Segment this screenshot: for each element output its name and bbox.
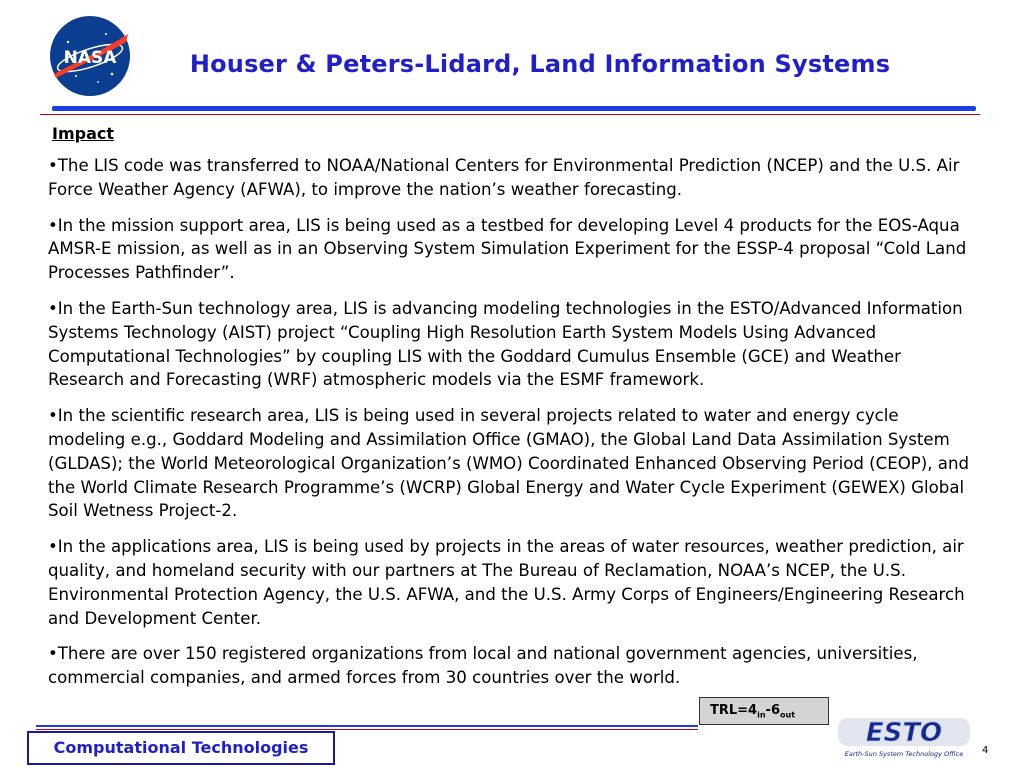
trl-sub-in: in [757, 710, 766, 720]
trl-mid: -6 [765, 703, 780, 718]
esto-tagline: Earth-Sun System Technology Office [844, 750, 964, 758]
trl-badge [699, 697, 829, 725]
section-heading: Impact [52, 124, 115, 143]
page-number: 4 [982, 745, 989, 756]
bullet-item: •In the applications area, LIS is being used by projects in the areas of water resources, weather prediction, air quality, and homeland security with our partners at The Bureau of Reclamation, NOAA’s NCEP, the U.S. Environmental Protection Agency, the U.S. AFWA, and the U.S. Army Corps of Engineers/Engineering Research and Development Center. [48, 537, 965, 628]
nasa-logo [46, 12, 134, 100]
esto-logo [836, 712, 976, 762]
page-title: Houser & Peters-Lidard, Land Information Systems [189, 50, 891, 78]
bullet-item: •In the scientific research area, LIS is being used in several projects related to water and energy cycle modeling e.g., Goddard Modeling and Assimilation Office (GMAO), the Global Land Data Assimilation System (GLDAS); the World Meteorological Organization’s (WMO) Coordinated Enhanced Observing Period (CEOP), and the World Climate Research Programme’s (WCRP) Global Energy and Water Cycle Experiment (GEWEX) Global Soil Wetness Project-2. [48, 406, 970, 521]
bullet-item: •In the mission support area, LIS is being used as a testbed for developing Level 4 products for the EOS-Aqua AMSR-E mission, as well as in an Observing System Simulation Experiment for the ESSP-4 proposal “Cold Land Processes Pathfinder”. [48, 215, 967, 283]
footer-divider [36, 725, 698, 727]
trl-prefix: TRL=4 [710, 703, 758, 718]
footer-label: Computational Technologies [27, 731, 335, 765]
header-divider-red [40, 114, 980, 115]
bullet-item: •In the Earth-Sun technology area, LIS is advancing modeling technologies in the ESTO/Advanced Information Systems Technology (AIST) project “Coupling High Resolution Earth System Models Using Advanced Computational Technologies” by coupling LIS with the Goddard Cumulus Ensemble (GCE) and Weather Research and Forecasting (WRF) atmospheric models via the ESMF framework. [48, 298, 963, 390]
bullet-item: •The LIS code was transferred to NOAA/National Centers for Environmental Prediction (NCEP) and the U.S. Air Force Weather Agency (AFWA), to improve the nation’s weather forecasting. [48, 156, 960, 199]
footer-divider-red [36, 729, 698, 730]
esto-logo-text: ESTO [865, 718, 943, 748]
nasa-logo-text: NASA [63, 48, 117, 68]
bullet-item: •There are over 150 registered organizations from local and national government agencies, universities, commercial companies, and armed forces from 30 countries over the world. [48, 644, 918, 688]
header-divider [52, 106, 976, 111]
bullet-list [48, 154, 978, 702]
trl-sub-out: out [780, 710, 796, 720]
